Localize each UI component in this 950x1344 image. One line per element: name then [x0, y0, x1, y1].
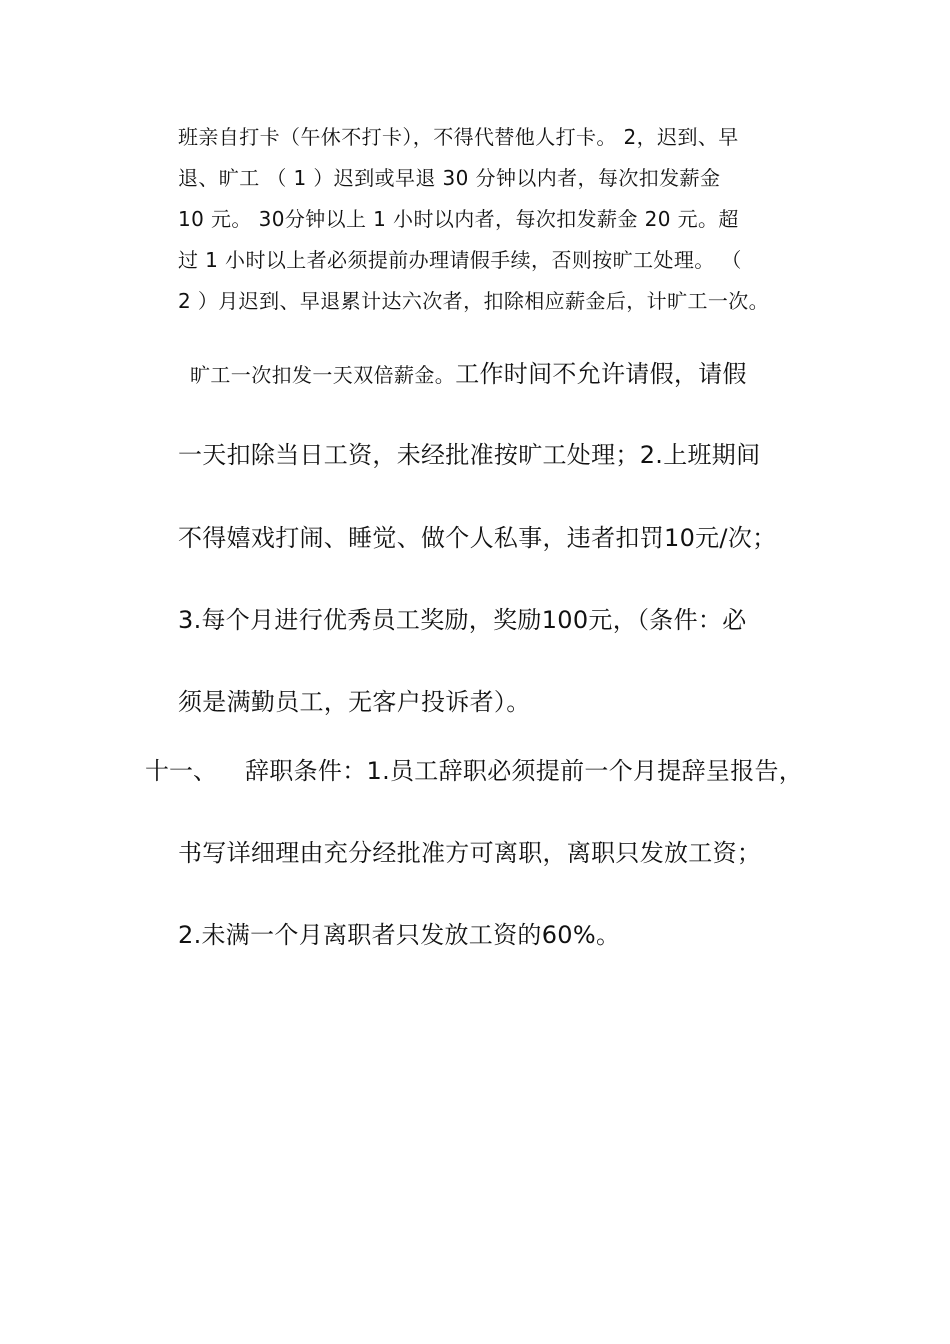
text-line-10: 须是满勤员工，无客户投诉者）。 [178, 688, 531, 716]
text-line-2: 退、旷工 （ 1 ）迟到或早退 30 分钟以内者，每次扣发薪金 [178, 166, 721, 190]
section-11-line-2: 书写详细理由充分经批准方可离职，离职只发放工资； [178, 839, 762, 867]
text-line-4: 过 1 小时以上者必须提前办理请假手续，否则按旷工处理。 （ [178, 248, 742, 272]
text-line-8: 不得嬉戏打闹、睡觉、做个人私事，违者扣罚10元/次； [178, 524, 777, 552]
section-11-line-3: 2.未满一个月离职者只发放工资的60%。 [178, 921, 621, 949]
text-line-7: 一天扣除当日工资，未经批准按旷工处理；2.上班期间 [178, 441, 761, 469]
text-line-3: 10 元。 30分钟以上 1 小时以内者，每次扣发薪金 20 元。超 [178, 207, 739, 231]
text-line-1: 班亲自打卡（午休不打卡），不得代替他人打卡。 2，迟到、早 [178, 125, 739, 149]
section-11-first-line: 辞职条件：1.员工辞职必须提前一个月提辞呈报告， [245, 757, 804, 785]
text-line-6-rest: 工作时间不允许请假，请假 [455, 360, 747, 388]
section-11-number: 十一、 [145, 757, 217, 785]
text-line-6 [190, 362, 747, 386]
text-line-9: 3.每个月进行优秀员工奖励，奖励100元，（条件：必 [178, 606, 747, 634]
text-line-6-intro: 旷工一次扣发一天双倍薪金。 [190, 363, 456, 387]
text-line-5: 2 ）月迟到、早退累计达六次者，扣除相应薪金后，计旷工一次。 [178, 289, 770, 313]
